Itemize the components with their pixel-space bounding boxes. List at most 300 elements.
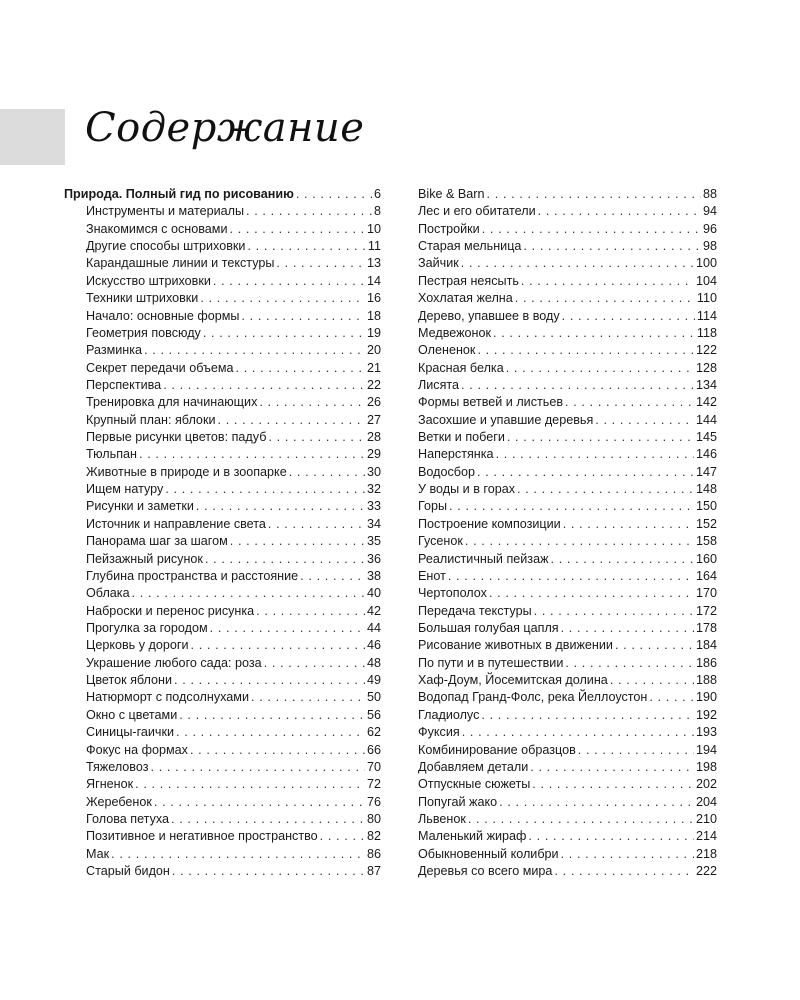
toc-entry-title: По пути и в путешествии bbox=[418, 655, 564, 670]
dot-leader bbox=[190, 742, 365, 759]
dot-leader bbox=[246, 203, 372, 220]
toc-entry-page: 145 bbox=[695, 430, 717, 445]
toc-entry[interactable] bbox=[64, 342, 381, 359]
toc-entry[interactable] bbox=[64, 203, 381, 220]
toc-entry-page: 218 bbox=[695, 846, 717, 861]
toc-entry-title: Синицы-гаички bbox=[86, 725, 175, 740]
dot-leader bbox=[551, 551, 694, 568]
toc-entry[interactable] bbox=[418, 325, 717, 342]
toc-entry[interactable] bbox=[64, 221, 381, 238]
dot-leader bbox=[461, 377, 694, 394]
toc-entry-page: 28 bbox=[366, 430, 381, 445]
toc-entry[interactable] bbox=[418, 429, 717, 446]
toc-entry-page: 98 bbox=[702, 239, 717, 254]
toc-entry[interactable] bbox=[64, 377, 381, 394]
toc-entry-title: Чертополох bbox=[418, 586, 487, 601]
dot-leader bbox=[205, 551, 365, 568]
toc-entry-title: Рисование животных в движении bbox=[418, 638, 613, 653]
toc-entry-page: 11 bbox=[367, 239, 381, 254]
toc-entry[interactable] bbox=[418, 811, 717, 828]
dot-leader bbox=[649, 689, 694, 706]
dot-leader bbox=[595, 412, 694, 429]
toc-entry-title: Пейзажный рисунок bbox=[86, 551, 203, 566]
dot-leader bbox=[448, 568, 694, 585]
toc-entry-title: Олененок bbox=[418, 343, 476, 358]
toc-entry-title: Облака bbox=[86, 586, 130, 601]
toc-entry-title: Ягненок bbox=[86, 777, 134, 792]
dot-leader bbox=[154, 794, 365, 811]
dot-leader bbox=[515, 290, 695, 307]
toc-entry-page: 72 bbox=[366, 777, 381, 792]
toc-entry-title: Отпускные сюжеты bbox=[418, 777, 531, 792]
toc-entry-title: Наброски и перенос рисунка bbox=[86, 603, 255, 618]
toc-entry-page: 19 bbox=[366, 325, 381, 340]
toc-entry-title: Знакомимся с основами bbox=[86, 221, 228, 236]
toc-entry-title: Перспектива bbox=[86, 377, 162, 392]
toc-entry-title: Водосбор bbox=[418, 464, 475, 479]
toc-entry-title: Формы ветвей и листьев bbox=[418, 395, 564, 410]
dot-leader bbox=[276, 255, 365, 272]
toc-entry-page: 20 bbox=[366, 343, 381, 358]
toc-entry-title: Гладиолус bbox=[418, 707, 480, 722]
toc-entry[interactable] bbox=[418, 377, 717, 394]
toc-entry-page: 193 bbox=[695, 725, 717, 740]
toc-entry-page: 198 bbox=[695, 759, 717, 774]
toc-entry-title: Инструменты и материалы bbox=[86, 204, 245, 219]
toc-entry[interactable] bbox=[418, 516, 717, 533]
dot-leader bbox=[200, 290, 365, 307]
toc-right-column bbox=[418, 186, 717, 880]
toc-entry-title: Передача текстуры bbox=[418, 603, 532, 618]
toc-entry-page: 184 bbox=[695, 638, 717, 653]
dot-leader bbox=[268, 516, 365, 533]
toc-entry[interactable] bbox=[418, 672, 717, 689]
toc-entry-page: 202 bbox=[695, 777, 717, 792]
toc-entry[interactable] bbox=[64, 308, 381, 325]
toc-entry[interactable] bbox=[418, 620, 717, 637]
toc-entry[interactable] bbox=[418, 828, 717, 845]
toc-entry[interactable] bbox=[64, 794, 381, 811]
toc-entry-page: 146 bbox=[695, 447, 717, 462]
toc-entry[interactable] bbox=[64, 776, 381, 793]
toc-entry[interactable] bbox=[418, 394, 717, 411]
toc-entry-title: Другие способы штриховки bbox=[86, 239, 246, 254]
toc-entry[interactable] bbox=[418, 481, 717, 498]
dot-leader bbox=[111, 846, 365, 863]
toc-entry-page: 128 bbox=[695, 360, 717, 375]
toc-entry[interactable] bbox=[418, 585, 717, 602]
toc-entry[interactable] bbox=[418, 551, 717, 568]
toc-entry-page: 110 bbox=[696, 291, 717, 306]
dot-leader bbox=[230, 533, 365, 550]
dot-leader bbox=[259, 394, 365, 411]
toc-entry[interactable] bbox=[64, 637, 381, 654]
dot-leader bbox=[264, 655, 365, 672]
dot-leader bbox=[256, 603, 365, 620]
toc-entry-title: Горы bbox=[418, 499, 448, 514]
toc-entry-page: 8 bbox=[373, 204, 381, 219]
toc-entry-page: 204 bbox=[695, 794, 717, 809]
toc-entry-page: 66 bbox=[366, 742, 381, 757]
toc-entry-page: 82 bbox=[366, 829, 381, 844]
toc-entry-page: 100 bbox=[695, 256, 717, 271]
toc-entry[interactable] bbox=[64, 533, 381, 550]
toc-entry-page: 186 bbox=[695, 655, 717, 670]
toc-entry-page: 44 bbox=[366, 620, 381, 635]
toc-entry-title: Старый бидон bbox=[86, 864, 170, 879]
toc-entry-title: Животные в природе и в зоопарке bbox=[86, 464, 287, 479]
toc-entry-page: 194 bbox=[695, 742, 717, 757]
dot-leader bbox=[213, 273, 365, 290]
toc-entry[interactable] bbox=[64, 742, 381, 759]
toc-entry-title: Медвежонок bbox=[418, 325, 492, 340]
dot-leader bbox=[538, 203, 701, 220]
dot-leader bbox=[489, 585, 694, 602]
toc-entry-page: 13 bbox=[366, 256, 381, 271]
dot-leader bbox=[296, 186, 372, 203]
toc-entry[interactable] bbox=[418, 290, 717, 307]
toc-entry-page: 21 bbox=[366, 360, 381, 375]
dot-leader bbox=[449, 498, 694, 515]
toc-entry-title: Прогулка за городом bbox=[86, 620, 208, 635]
toc-entry-page: 190 bbox=[695, 690, 717, 705]
toc-entry-page: 214 bbox=[695, 829, 717, 844]
toc-entry-title: Львенок bbox=[418, 811, 466, 826]
toc-entry-title: Попугай жако bbox=[418, 794, 498, 809]
toc-entry-page: 70 bbox=[366, 759, 381, 774]
dot-leader bbox=[300, 568, 365, 585]
dot-leader bbox=[165, 481, 365, 498]
toc-entry[interactable] bbox=[64, 481, 381, 498]
toc-entry-title: Цветок яблони bbox=[86, 673, 173, 688]
section-tab-marker bbox=[0, 109, 65, 165]
toc-entry-page: 42 bbox=[366, 603, 381, 618]
toc-entry[interactable] bbox=[64, 446, 381, 463]
dot-leader bbox=[532, 776, 694, 793]
dot-leader bbox=[496, 446, 694, 463]
dot-leader bbox=[151, 759, 365, 776]
dot-leader bbox=[236, 360, 365, 377]
toc-entry[interactable] bbox=[64, 811, 381, 828]
toc-entry-title: Мак bbox=[86, 846, 110, 861]
toc-entry-page: 86 bbox=[366, 846, 381, 861]
toc-entry[interactable] bbox=[418, 221, 717, 238]
toc-entry[interactable] bbox=[64, 689, 381, 706]
toc-entry[interactable] bbox=[64, 255, 381, 272]
dot-leader bbox=[565, 394, 694, 411]
toc-entry-page: 6 bbox=[373, 187, 381, 201]
dot-leader bbox=[461, 255, 694, 272]
toc-entry-title: Лес и его обитатели bbox=[418, 204, 536, 219]
toc-entry-page: 152 bbox=[695, 516, 717, 531]
toc-entry-title: Позитивное и негативное пространство bbox=[86, 829, 318, 844]
toc-entry[interactable] bbox=[418, 603, 717, 620]
toc-entry-page: 150 bbox=[695, 499, 717, 514]
toc-entry[interactable] bbox=[64, 238, 381, 255]
toc-entry-page: 87 bbox=[366, 864, 381, 879]
toc-entry-title: Ищем натуру bbox=[86, 482, 164, 497]
dot-leader bbox=[176, 724, 365, 741]
dot-leader bbox=[565, 655, 694, 672]
dot-leader bbox=[493, 325, 695, 342]
toc-entry-page: 170 bbox=[695, 586, 717, 601]
toc-entry-title: Хаф-Доум, Йосемитская долина bbox=[418, 673, 608, 688]
toc-entry-title: Ветки и побеги bbox=[418, 430, 505, 445]
toc-entry-page: 210 bbox=[695, 811, 717, 826]
toc-entry[interactable] bbox=[64, 464, 381, 481]
toc-entry[interactable] bbox=[418, 655, 717, 672]
page-title: Содержание bbox=[85, 105, 365, 151]
toc-entry-page: 148 bbox=[695, 482, 717, 497]
toc-entry-page: 192 bbox=[695, 707, 717, 722]
toc-entry-title: Большая голубая цапля bbox=[418, 620, 559, 635]
dot-leader bbox=[218, 412, 365, 429]
toc-entry-title: Искусство штриховки bbox=[86, 273, 211, 288]
toc-entry-page: 22 bbox=[366, 377, 381, 392]
dot-leader bbox=[203, 325, 365, 342]
toc-entry-page: 158 bbox=[695, 534, 717, 549]
toc-entry-page: 147 bbox=[695, 464, 717, 479]
toc-entry-page: 49 bbox=[366, 673, 381, 688]
toc-entry-title: Фокус на формах bbox=[86, 742, 188, 757]
dot-leader bbox=[251, 689, 365, 706]
dot-leader bbox=[132, 585, 365, 602]
toc-entry-title: Фуксия bbox=[418, 725, 460, 740]
toc-entry-page: 144 bbox=[695, 412, 717, 427]
toc-entry[interactable] bbox=[64, 828, 381, 845]
toc-entry-title: Первые рисунки цветов: падуб bbox=[86, 430, 267, 445]
toc-entry[interactable] bbox=[64, 325, 381, 342]
toc-entry[interactable] bbox=[64, 394, 381, 411]
dot-leader bbox=[610, 672, 694, 689]
toc-entry[interactable] bbox=[64, 516, 381, 533]
dot-leader bbox=[534, 603, 694, 620]
toc-entry-page: 142 bbox=[695, 395, 717, 410]
toc-entry-title: Церковь у дороги bbox=[86, 638, 189, 653]
toc-entry[interactable] bbox=[64, 707, 381, 724]
dot-leader bbox=[179, 707, 365, 724]
toc-entry[interactable] bbox=[418, 273, 717, 290]
dot-leader bbox=[171, 811, 365, 828]
toc-entry-page: 114 bbox=[696, 308, 717, 323]
toc-entry-title: Пестрая неясыть bbox=[418, 273, 519, 288]
toc-entry-title: Комбинирование образцов bbox=[418, 742, 576, 757]
toc-entry[interactable] bbox=[64, 585, 381, 602]
toc-entry-title: Построение композиции bbox=[418, 516, 561, 531]
toc-entry-page: 164 bbox=[695, 568, 717, 583]
toc-entry[interactable] bbox=[418, 794, 717, 811]
toc-entry[interactable] bbox=[64, 863, 381, 880]
toc-entry-page: 160 bbox=[695, 551, 717, 566]
toc-entry[interactable] bbox=[64, 186, 381, 203]
toc-entry-title: Тренировка для начинающих bbox=[86, 395, 258, 410]
toc-entry-title: Обыкновенный колибри bbox=[418, 846, 559, 861]
toc-entry-page: 32 bbox=[366, 482, 381, 497]
dot-leader bbox=[462, 724, 694, 741]
toc-entry-title: Жеребенок bbox=[86, 794, 152, 809]
toc-entry-title: Тюльпан bbox=[86, 447, 137, 462]
dot-leader bbox=[507, 429, 694, 446]
dot-leader bbox=[477, 464, 694, 481]
toc-entry[interactable] bbox=[418, 637, 717, 654]
toc-entry-page: 38 bbox=[366, 568, 381, 583]
toc-entry[interactable] bbox=[64, 290, 381, 307]
toc-entry[interactable] bbox=[418, 255, 717, 272]
dot-leader bbox=[230, 221, 365, 238]
toc-entry[interactable] bbox=[418, 846, 717, 863]
dot-leader bbox=[521, 273, 694, 290]
dot-leader bbox=[482, 221, 701, 238]
toc-entry[interactable] bbox=[418, 360, 717, 377]
dot-leader bbox=[561, 620, 694, 637]
toc-entry-title: Хохлатая желна bbox=[418, 291, 513, 306]
dot-leader bbox=[210, 620, 365, 637]
dot-leader bbox=[578, 742, 694, 759]
toc-entry[interactable] bbox=[64, 429, 381, 446]
dot-leader bbox=[517, 481, 694, 498]
toc-entry[interactable] bbox=[64, 568, 381, 585]
toc-entry-page: 46 bbox=[366, 638, 381, 653]
toc-entry[interactable] bbox=[64, 724, 381, 741]
toc-entry-page: 104 bbox=[695, 273, 717, 288]
toc-entry[interactable] bbox=[418, 742, 717, 759]
toc-entry[interactable] bbox=[64, 551, 381, 568]
dot-leader bbox=[191, 637, 365, 654]
dot-leader bbox=[523, 238, 701, 255]
toc-entry-title: Гусенок bbox=[418, 534, 463, 549]
toc-entry-page: 188 bbox=[695, 673, 717, 688]
toc-entry[interactable] bbox=[64, 759, 381, 776]
dot-leader bbox=[163, 377, 365, 394]
dot-leader bbox=[530, 759, 694, 776]
toc-entry-page: 76 bbox=[366, 794, 381, 809]
toc-entry-title: Панорама шаг за шагом bbox=[86, 534, 228, 549]
toc-entry[interactable] bbox=[418, 342, 717, 359]
toc-entry-page: 94 bbox=[702, 204, 717, 219]
dot-leader bbox=[468, 811, 694, 828]
dot-leader bbox=[561, 846, 694, 863]
dot-leader bbox=[528, 828, 694, 845]
toc-entry-page: 33 bbox=[366, 499, 381, 514]
toc-entry[interactable] bbox=[64, 498, 381, 515]
toc-entry-page: 10 bbox=[366, 221, 381, 236]
toc-entry-page: 122 bbox=[695, 343, 717, 358]
toc-entry[interactable] bbox=[418, 863, 717, 880]
dot-leader bbox=[241, 308, 365, 325]
toc-entry[interactable] bbox=[418, 707, 717, 724]
toc-entry-title: Источник и направление света bbox=[86, 516, 266, 531]
toc-entry-page: 18 bbox=[366, 308, 381, 323]
dot-leader bbox=[615, 637, 694, 654]
toc-entry-title: Водопад Гранд-Фолс, река Йеллоустон bbox=[418, 690, 648, 705]
toc-entry-title: Зайчик bbox=[418, 256, 459, 271]
toc-entry-title: Начало: основные формы bbox=[86, 308, 240, 323]
toc-entry[interactable] bbox=[418, 412, 717, 429]
dot-leader bbox=[196, 498, 365, 515]
toc-entry[interactable] bbox=[64, 672, 381, 689]
toc-entry-title: Украшение любого сада: роза bbox=[86, 655, 262, 670]
toc-entry-title: Рисунки и заметки bbox=[86, 499, 194, 514]
toc-entry-page: 50 bbox=[366, 690, 381, 705]
toc-entry[interactable] bbox=[64, 273, 381, 290]
toc-entry[interactable] bbox=[64, 655, 381, 672]
toc-entry-title: Старая мельница bbox=[418, 239, 522, 254]
toc-entry[interactable] bbox=[418, 776, 717, 793]
toc-entry-page: 35 bbox=[366, 534, 381, 549]
dot-leader bbox=[289, 464, 365, 481]
dot-leader bbox=[247, 238, 365, 255]
toc-entry-title: Техники штриховки bbox=[86, 291, 199, 306]
toc-entry-page: 80 bbox=[366, 811, 381, 826]
toc-entry-title: Добавляем детали bbox=[418, 759, 529, 774]
toc-entry[interactable] bbox=[418, 446, 717, 463]
toc-entry[interactable] bbox=[418, 724, 717, 741]
dot-leader bbox=[554, 863, 694, 880]
toc-entry-title: Геометрия повсюду bbox=[86, 325, 201, 340]
toc-entry-page: 34 bbox=[366, 516, 381, 531]
toc-entry-title: Глубина пространства и расстояние bbox=[86, 568, 299, 583]
toc-entry[interactable] bbox=[418, 186, 717, 203]
toc-entry[interactable] bbox=[418, 203, 717, 220]
toc-entry-page: 62 bbox=[366, 725, 381, 740]
dot-leader bbox=[135, 776, 365, 793]
toc-left-column bbox=[64, 186, 381, 880]
toc-entry-title: Маленький жираф bbox=[418, 829, 527, 844]
toc-entry-page: 36 bbox=[366, 551, 381, 566]
dot-leader bbox=[144, 342, 365, 359]
dot-leader bbox=[174, 672, 365, 689]
toc-entry-title: Деревья со всего мира bbox=[418, 864, 553, 879]
toc-entry-title: Секрет передачи объема bbox=[86, 360, 234, 375]
toc-entry[interactable] bbox=[418, 759, 717, 776]
dot-leader bbox=[506, 360, 694, 377]
dot-leader bbox=[563, 516, 694, 533]
toc-entry-title: Енот bbox=[418, 568, 446, 583]
dot-leader bbox=[320, 828, 365, 845]
toc-entry[interactable] bbox=[418, 308, 717, 325]
toc-entry-page: 27 bbox=[366, 412, 381, 427]
toc-entry-title: Засохшие и упавшие деревья bbox=[418, 412, 594, 427]
toc-entry-page: 118 bbox=[696, 325, 717, 340]
toc-entry-title: У воды и в горах bbox=[418, 482, 516, 497]
toc-entry[interactable] bbox=[64, 620, 381, 637]
toc-entry[interactable] bbox=[64, 412, 381, 429]
dot-leader bbox=[172, 863, 365, 880]
toc-entry-title: Природа. Полный гид по рисованию bbox=[64, 187, 294, 201]
toc-entry[interactable] bbox=[418, 568, 717, 585]
toc-entry[interactable] bbox=[418, 238, 717, 255]
toc-entry-title: Натюрморт с подсолнухами bbox=[86, 690, 250, 705]
toc-entry[interactable] bbox=[64, 846, 381, 863]
toc-entry-title: Лисята bbox=[418, 377, 460, 392]
toc-entry[interactable] bbox=[418, 533, 717, 550]
toc-entry[interactable] bbox=[418, 689, 717, 706]
toc-entry[interactable] bbox=[64, 360, 381, 377]
toc-entry-title: Реалистичный пейзаж bbox=[418, 551, 549, 566]
toc-entry-title: Крупный план: яблоки bbox=[86, 412, 216, 427]
toc-entry-page: 30 bbox=[366, 464, 381, 479]
toc-entry[interactable] bbox=[418, 464, 717, 481]
toc-entry-title: Дерево, упавшее в воду bbox=[418, 308, 560, 323]
toc-entry[interactable] bbox=[64, 603, 381, 620]
toc-entry-page: 56 bbox=[366, 707, 381, 722]
toc-entry-title: Постройки bbox=[418, 221, 480, 236]
toc-entry-title: Bike & Barn bbox=[418, 187, 485, 201]
toc-entry-page: 178 bbox=[695, 620, 717, 635]
dot-leader bbox=[477, 342, 694, 359]
toc-entry[interactable] bbox=[418, 498, 717, 515]
toc-entry-page: 14 bbox=[366, 273, 381, 288]
